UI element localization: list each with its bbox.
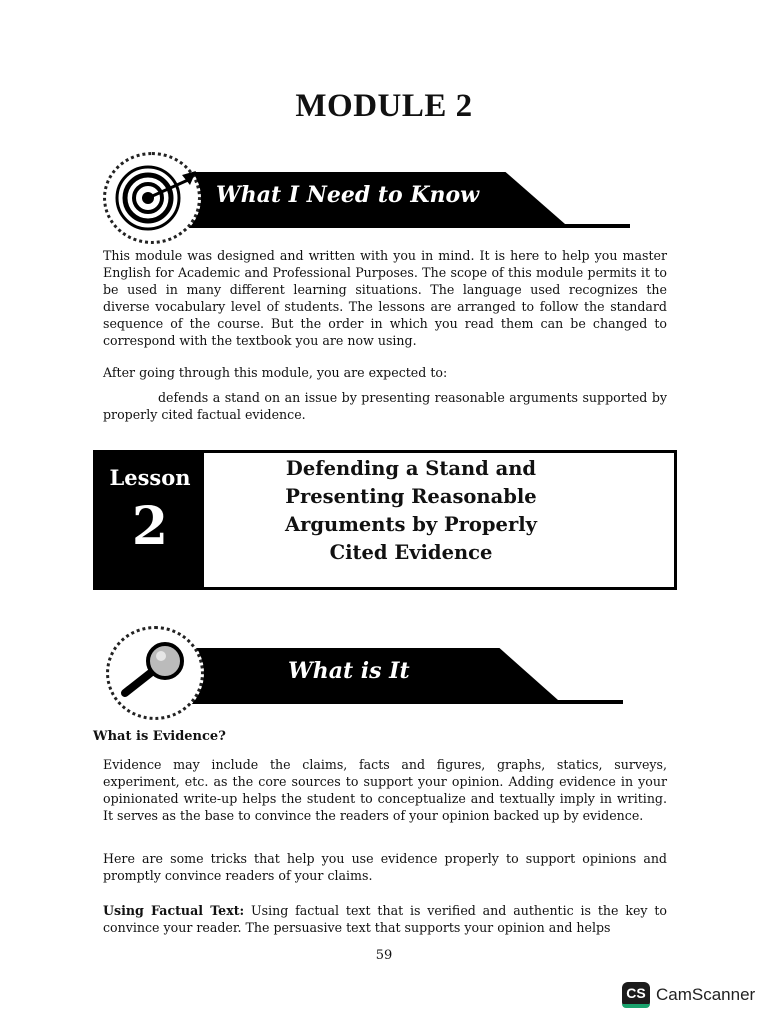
- lesson-header-box: [93, 450, 677, 590]
- section-banner-what-i-need-to-know: [140, 172, 630, 228]
- lesson-title-line: Arguments by Properly: [285, 513, 537, 536]
- lesson-title-line: Cited Evidence: [329, 541, 493, 564]
- lesson-number: 2: [131, 496, 169, 557]
- expectation-intro: After going through this module, you are expected to:: [103, 365, 448, 380]
- factual-text-paragraph: [103, 902, 667, 936]
- target-arrow-icon: [103, 152, 201, 244]
- magnifying-glass-icon: [106, 626, 204, 720]
- evidence-paragraph: Evidence may include the claims, facts and figures, graphs, statics, surveys, experiment, etc. as the core sources to support your opinion. Adding evidence in your opinionated write-up helps the student to conceptualize and textually imply in writing. It serves as the base to convince the readers of your opinion backed up by evidence.: [103, 757, 667, 823]
- lesson-title: [246, 455, 576, 567]
- section-banner-what-is-it: [140, 648, 623, 704]
- camscanner-brand: CamScanner: [656, 985, 756, 1004]
- tricks-paragraph: Here are some tricks that help you use evidence properly to support opinions and promptly convince readers of your claims.: [103, 851, 667, 883]
- module-title: MODULE 2: [295, 88, 473, 124]
- lesson-title-line: Presenting Reasonable: [285, 485, 537, 508]
- banner-underline: [140, 700, 623, 704]
- factual-text-label: Using Factual Text:: [103, 903, 245, 918]
- evidence-heading: What is Evidence?: [93, 729, 226, 744]
- intro-paragraph: This module was designed and written with you in mind. It is here to help you master English for Academic and Professional Purposes. The scope of this module permits it to be used in many different learning situations. The language used recognizes the diverse vocabulary level of students. The lessons are arranged to follow the standard sequence of the course. But the order in which you read them can be changed to correspond with the textbook you are now using.: [103, 248, 667, 348]
- page-number: 59: [375, 948, 393, 963]
- camscanner-logo-icon: CS: [622, 982, 650, 1008]
- lesson-word: Lesson: [109, 465, 191, 490]
- objective-text: defends a stand on an issue by presenting reasonable arguments supported by properly cited factual evidence.: [103, 390, 667, 422]
- factual-text-body: Using factual text that is verified and authentic is the key to convince your reader. The persuasive text that supports your opinion and helps: [103, 903, 667, 935]
- banner-label: What is It: [288, 658, 410, 684]
- banner-label: What I Need to Know: [216, 182, 480, 208]
- lesson-title-line: Defending a Stand and: [285, 457, 537, 480]
- banner-underline: [140, 224, 630, 228]
- lesson-number-panel: [96, 453, 204, 587]
